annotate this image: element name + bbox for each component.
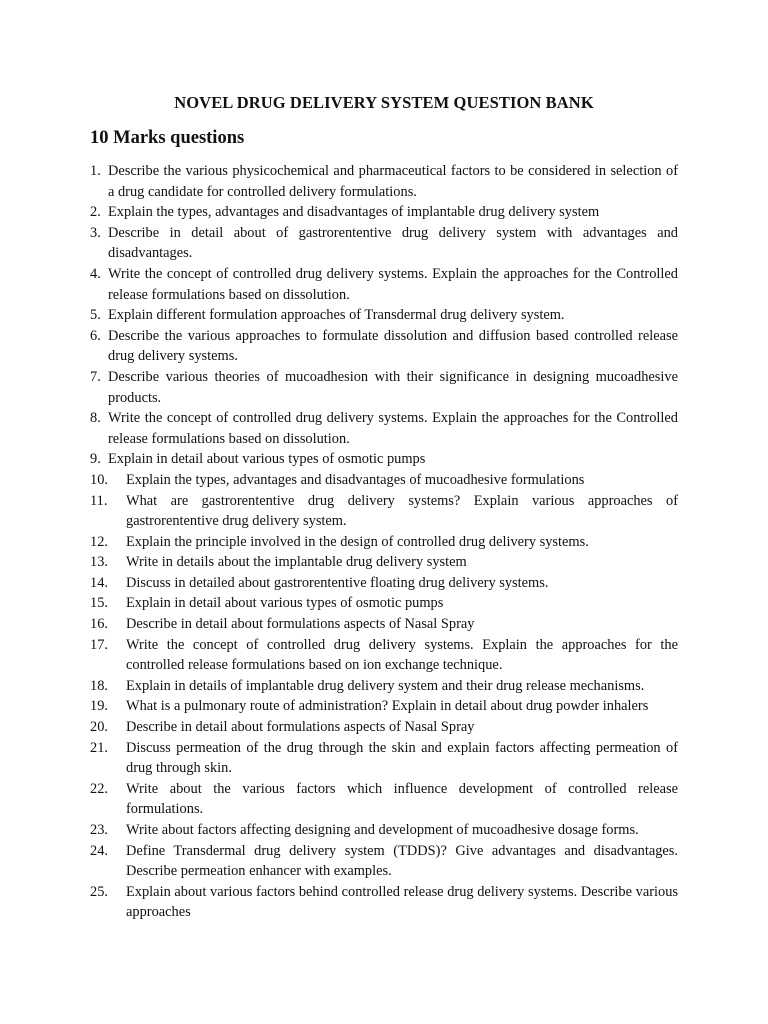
question-number: 19. xyxy=(90,698,108,715)
question-number: 21. xyxy=(90,739,108,756)
question-item xyxy=(90,573,678,594)
question-number: 1. xyxy=(90,163,101,179)
question-text: Write about the various factors which influence development of controlled release formulations. xyxy=(126,780,678,818)
question-item xyxy=(90,305,678,326)
question-number: 4. xyxy=(90,265,101,282)
question-item xyxy=(90,676,678,697)
question-number: 13. xyxy=(90,554,108,571)
question-item xyxy=(90,223,678,264)
question-text: Define Transdermal drug delivery system (TDDS)? Give advantages and disadvantages. Describe permeation enhancer with examples. xyxy=(126,842,678,880)
question-text: Explain about various factors behind controlled release drug delivery systems. Describe various approaches xyxy=(126,883,678,921)
question-item xyxy=(90,532,678,553)
question-item xyxy=(90,491,678,532)
question-text: Describe the various physicochemical and pharmaceutical factors to be considered in selection of a drug candidate for controlled delivery formulations. xyxy=(108,163,678,200)
question-item xyxy=(90,820,678,841)
question-item xyxy=(90,717,678,738)
question-item xyxy=(90,552,678,573)
question-number: 23. xyxy=(90,822,108,838)
question-item xyxy=(90,161,678,202)
question-text: Explain in details of implantable drug delivery system and their drug release mechanisms. xyxy=(126,677,645,694)
question-number: 17. xyxy=(90,636,108,653)
question-item xyxy=(90,738,678,779)
question-number: 9. xyxy=(90,451,101,468)
question-text: Describe in detail about formulations aspects of Nasal Spray xyxy=(126,719,475,736)
question-text: Describe the various approaches to formulate dissolution and diffusion based controlled release drug delivery systems. xyxy=(108,327,678,365)
question-text: Write in details about the implantable drug delivery system xyxy=(126,554,467,571)
question-text: Explain different formulation approaches of Transdermal drug delivery system. xyxy=(108,307,565,324)
document-title: NOVEL DRUG DELIVERY SYSTEM QUESTION BANK xyxy=(174,93,594,112)
question-number: 6. xyxy=(90,327,101,344)
question-number: 5. xyxy=(90,307,101,324)
question-item xyxy=(90,882,678,923)
question-item xyxy=(90,264,678,305)
question-item xyxy=(90,449,678,470)
question-number: 16. xyxy=(90,616,108,633)
question-text: Write about factors affecting designing and development of mucoadhesive dosage forms. xyxy=(126,822,639,838)
question-number: 2. xyxy=(90,204,101,221)
question-number: 22. xyxy=(90,780,108,797)
question-number: 11. xyxy=(90,492,108,509)
question-number: 20. xyxy=(90,719,108,736)
question-number: 24. xyxy=(90,842,108,859)
question-number: 10. xyxy=(90,471,108,488)
question-number: 14. xyxy=(90,574,108,591)
question-number: 8. xyxy=(90,410,101,427)
question-number: 15. xyxy=(90,595,108,612)
question-text: Write the concept of controlled drug delivery systems. Explain the approaches for the controlled release formulations based on ion exchange technique. xyxy=(126,636,678,674)
question-text: Write the concept of controlled drug delivery systems. Explain the approaches for the Controlled release formulations based on dissolution. xyxy=(108,410,678,447)
question-item xyxy=(90,408,678,449)
section-heading: 10 Marks questions xyxy=(90,128,245,148)
question-text: Describe in detail about formulations aspects of Nasal Spray xyxy=(126,616,475,633)
question-text: Explain the types, advantages and disadvantages of implantable drug delivery system xyxy=(108,204,600,221)
question-text: Explain in detail about various types of osmotic pumps xyxy=(108,451,426,468)
question-text: Explain the principle involved in the design of controlled drug delivery systems. xyxy=(126,533,589,550)
question-number: 18. xyxy=(90,677,108,694)
question-number: 25. xyxy=(90,883,108,900)
question-item xyxy=(90,202,678,223)
question-text: Write the concept of controlled drug delivery systems. Explain the approaches for the Controlled release formulations based on dissolution. xyxy=(108,265,678,303)
question-list xyxy=(90,161,678,923)
question-number: 12. xyxy=(90,533,108,550)
question-item xyxy=(90,779,678,820)
question-number: 7. xyxy=(90,368,101,385)
question-item xyxy=(90,326,678,367)
question-item xyxy=(90,841,678,882)
question-item xyxy=(90,367,678,408)
question-item xyxy=(90,593,678,614)
question-number: 3. xyxy=(90,224,101,241)
question-item xyxy=(90,614,678,635)
question-text: Discuss permeation of the drug through the skin and explain factors affecting permeation of drug through skin. xyxy=(126,739,678,777)
question-text: Describe various theories of mucoadhesion with their significance in designing mucoadhesive products. xyxy=(108,368,678,406)
question-item xyxy=(90,470,678,491)
question-text: Describe in detail about of gastrorententive drug delivery system with advantages and disadvantages. xyxy=(108,224,678,262)
question-text: Explain in detail about various types of osmotic pumps xyxy=(126,595,444,612)
question-item xyxy=(90,635,678,676)
question-item xyxy=(90,696,678,717)
question-text: What is a pulmonary route of administration? Explain in detail about drug powder inhalers xyxy=(126,698,649,715)
question-text: Discuss in detailed about gastrorententive floating drug delivery systems. xyxy=(126,574,549,591)
question-text: What are gastrorententive drug delivery systems? Explain various approaches of gastrorententive drug delivery system. xyxy=(126,492,678,530)
question-text: Explain the types, advantages and disadvantages of mucoadhesive formulations xyxy=(126,471,585,488)
